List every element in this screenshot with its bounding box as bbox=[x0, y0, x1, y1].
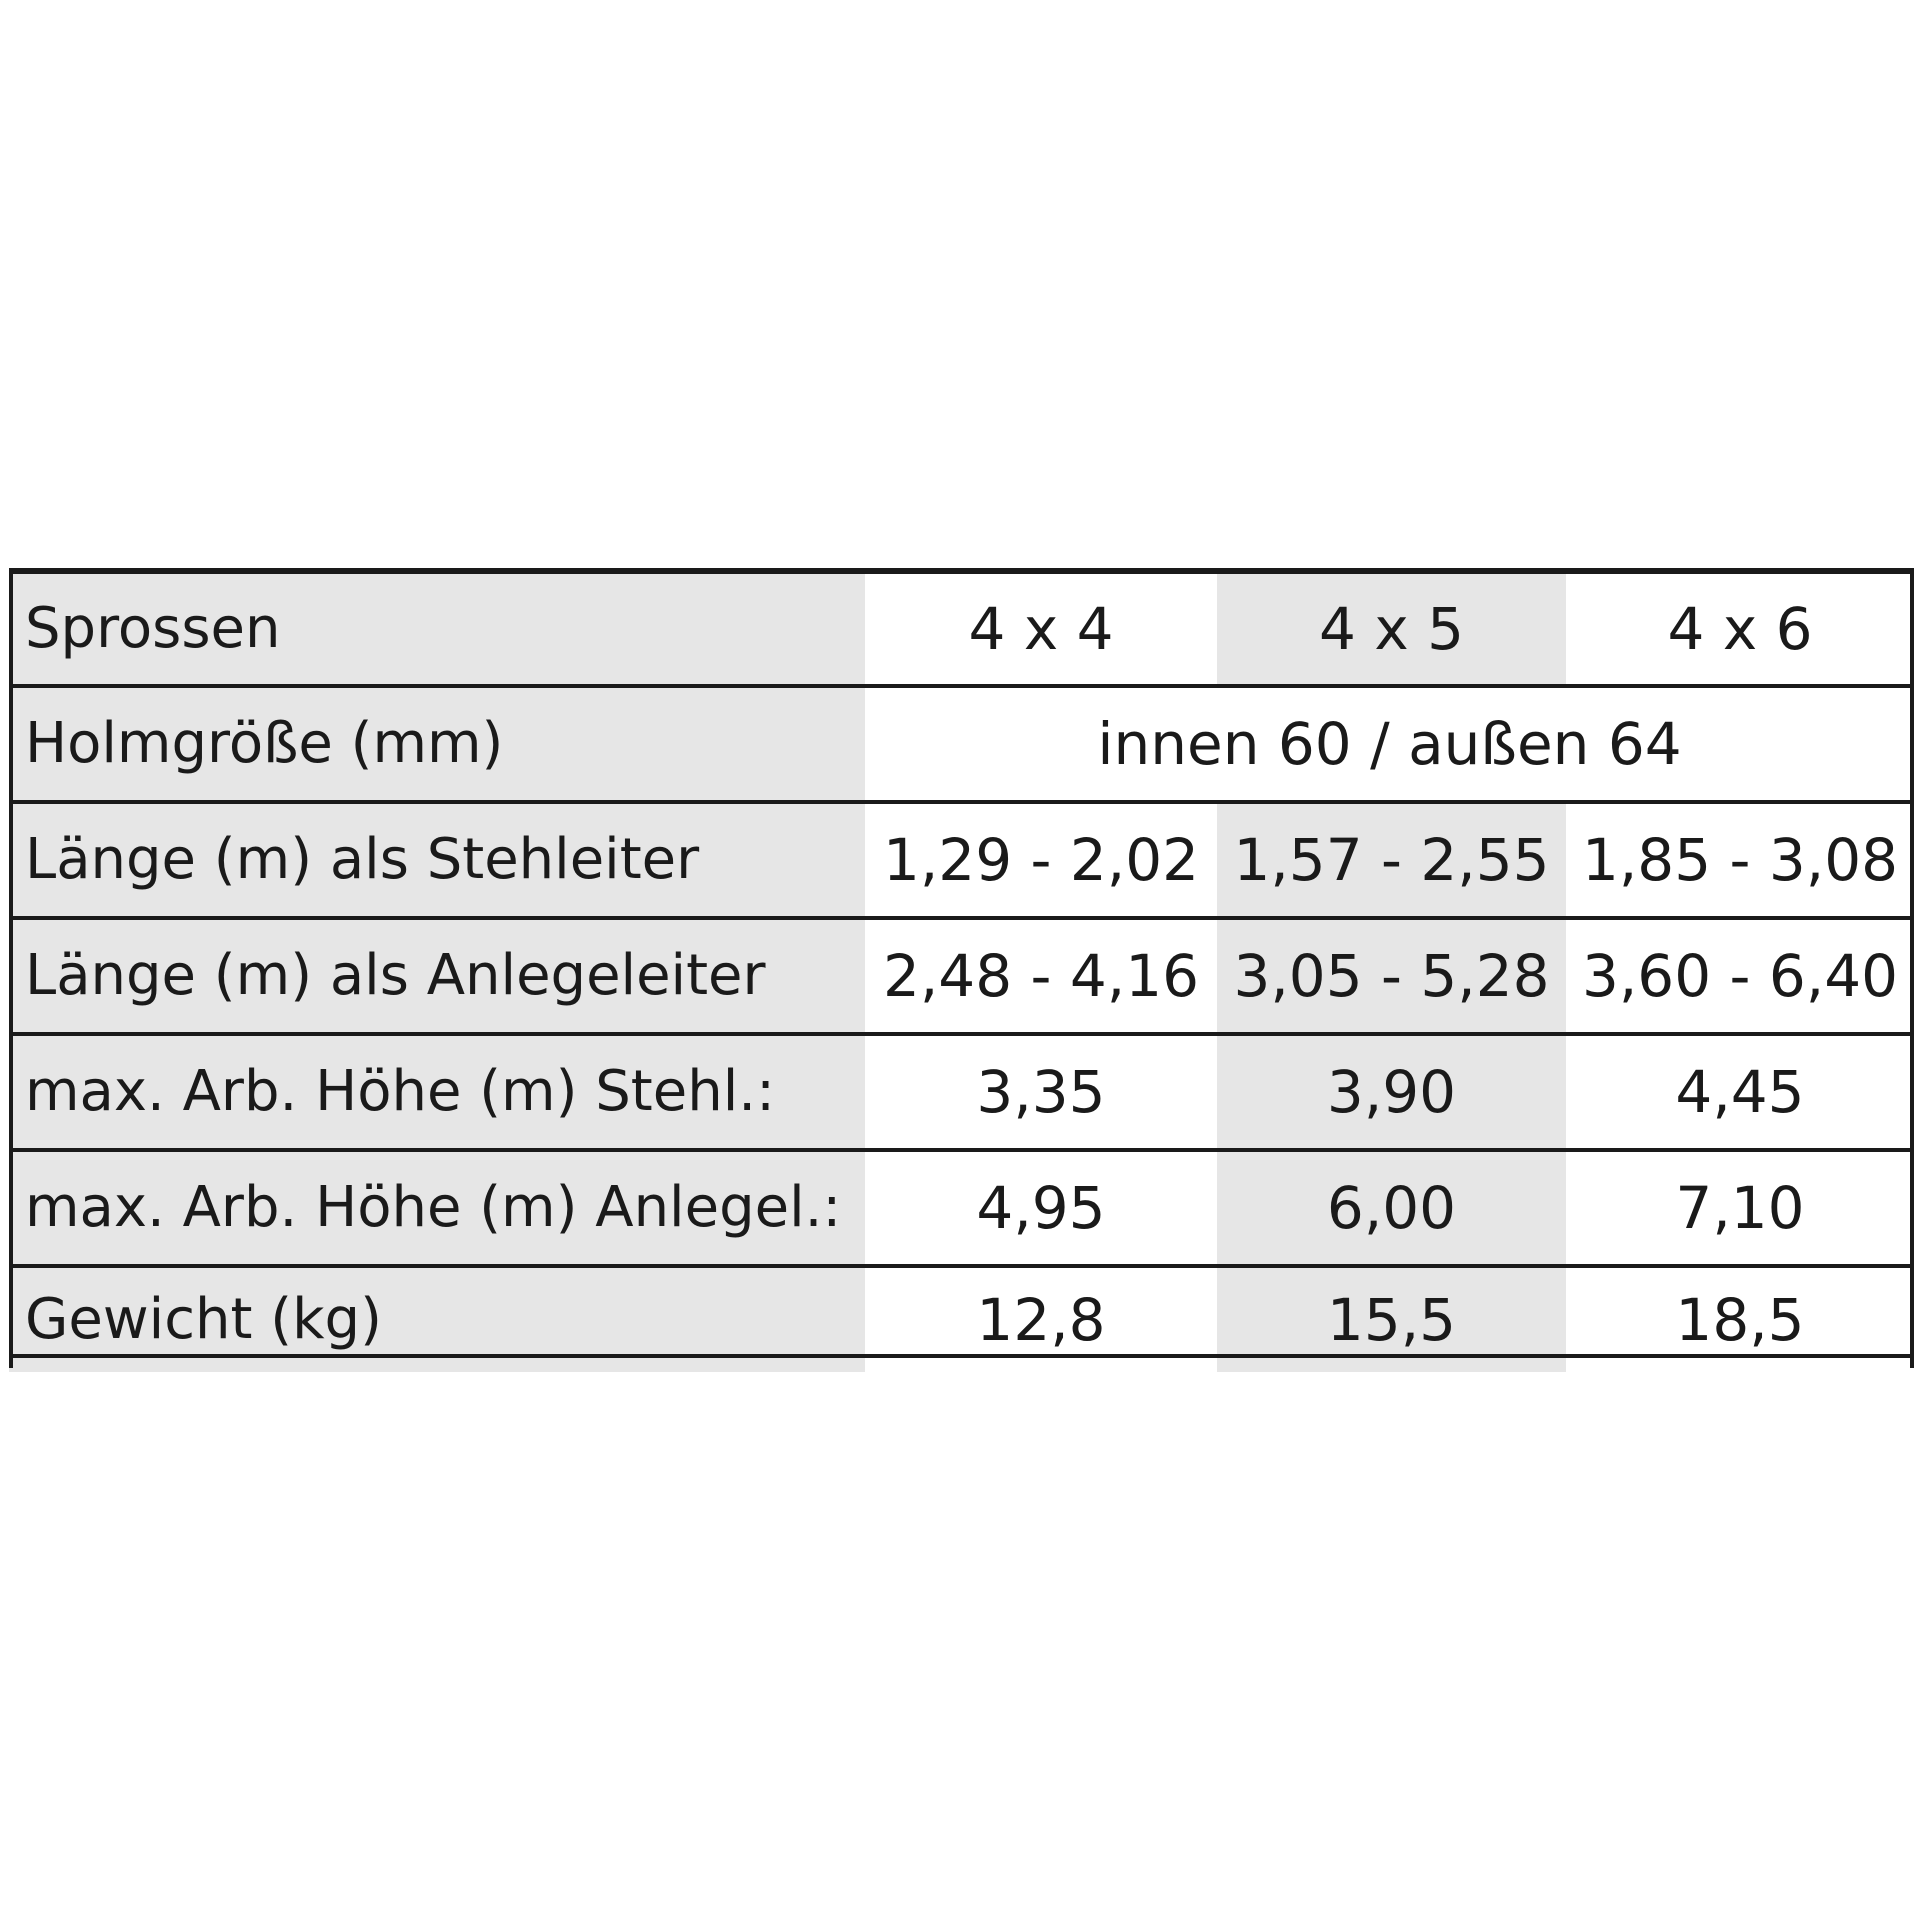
cell-value: 18,5 bbox=[1675, 1286, 1805, 1354]
table-row-laenge-stehleiter bbox=[9, 802, 1914, 918]
cell-value: 3,60 - 6,40 bbox=[1581, 942, 1899, 1010]
table-row-laenge-anlegeleiter bbox=[9, 918, 1914, 1034]
table-border-right bbox=[1910, 568, 1914, 1368]
col-header-4x4: 4 x 4 bbox=[968, 595, 1114, 663]
merged-cell-value: innen 60 / außen 64 bbox=[1097, 710, 1682, 778]
cell-value: 15,5 bbox=[1217, 1266, 1566, 1372]
row-label: Gewicht (kg) bbox=[9, 1266, 865, 1372]
cell-value: 3,35 bbox=[976, 1058, 1106, 1126]
cell-value: 1,29 - 2,02 bbox=[882, 826, 1200, 894]
table-row-arbeitshoehe-anlegel bbox=[9, 1150, 1914, 1266]
cell-value: 4,95 bbox=[976, 1174, 1106, 1242]
cell-value: 4,45 bbox=[1675, 1058, 1805, 1126]
row-label: Länge (m) als Stehleiter bbox=[9, 802, 865, 918]
cell-value: 12,8 bbox=[976, 1286, 1106, 1354]
table-row-holmgroesse bbox=[9, 686, 1914, 802]
cell-value: 3,90 bbox=[1217, 1034, 1566, 1150]
row-label: max. Arb. Höhe (m) Anlegel.: bbox=[9, 1150, 865, 1266]
row-label: Holmgröße (mm) bbox=[9, 686, 865, 802]
table-border-bottom bbox=[9, 1354, 1914, 1358]
col-header-4x6: 4 x 6 bbox=[1667, 595, 1813, 663]
cell-value: 1,85 - 3,08 bbox=[1581, 826, 1899, 894]
cell-value: 1,57 - 2,55 bbox=[1217, 802, 1566, 918]
cell-value: 2,48 - 4,16 bbox=[882, 942, 1200, 1010]
row-label: Länge (m) als Anlegeleiter bbox=[9, 918, 865, 1034]
cell-value: 6,00 bbox=[1217, 1150, 1566, 1266]
row-label: Sprossen bbox=[9, 572, 865, 686]
table-border-left bbox=[9, 568, 13, 1368]
row-label: max. Arb. Höhe (m) Stehl.: bbox=[9, 1034, 865, 1150]
col-header-4x5: 4 x 5 bbox=[1217, 572, 1566, 686]
table-row-sprossen bbox=[9, 572, 1914, 686]
cell-value: 7,10 bbox=[1675, 1174, 1805, 1242]
table-row-arbeitshoehe-stehl bbox=[9, 1034, 1914, 1150]
cell-value: 3,05 - 5,28 bbox=[1217, 918, 1566, 1034]
ladder-spec-table bbox=[9, 570, 1914, 1372]
